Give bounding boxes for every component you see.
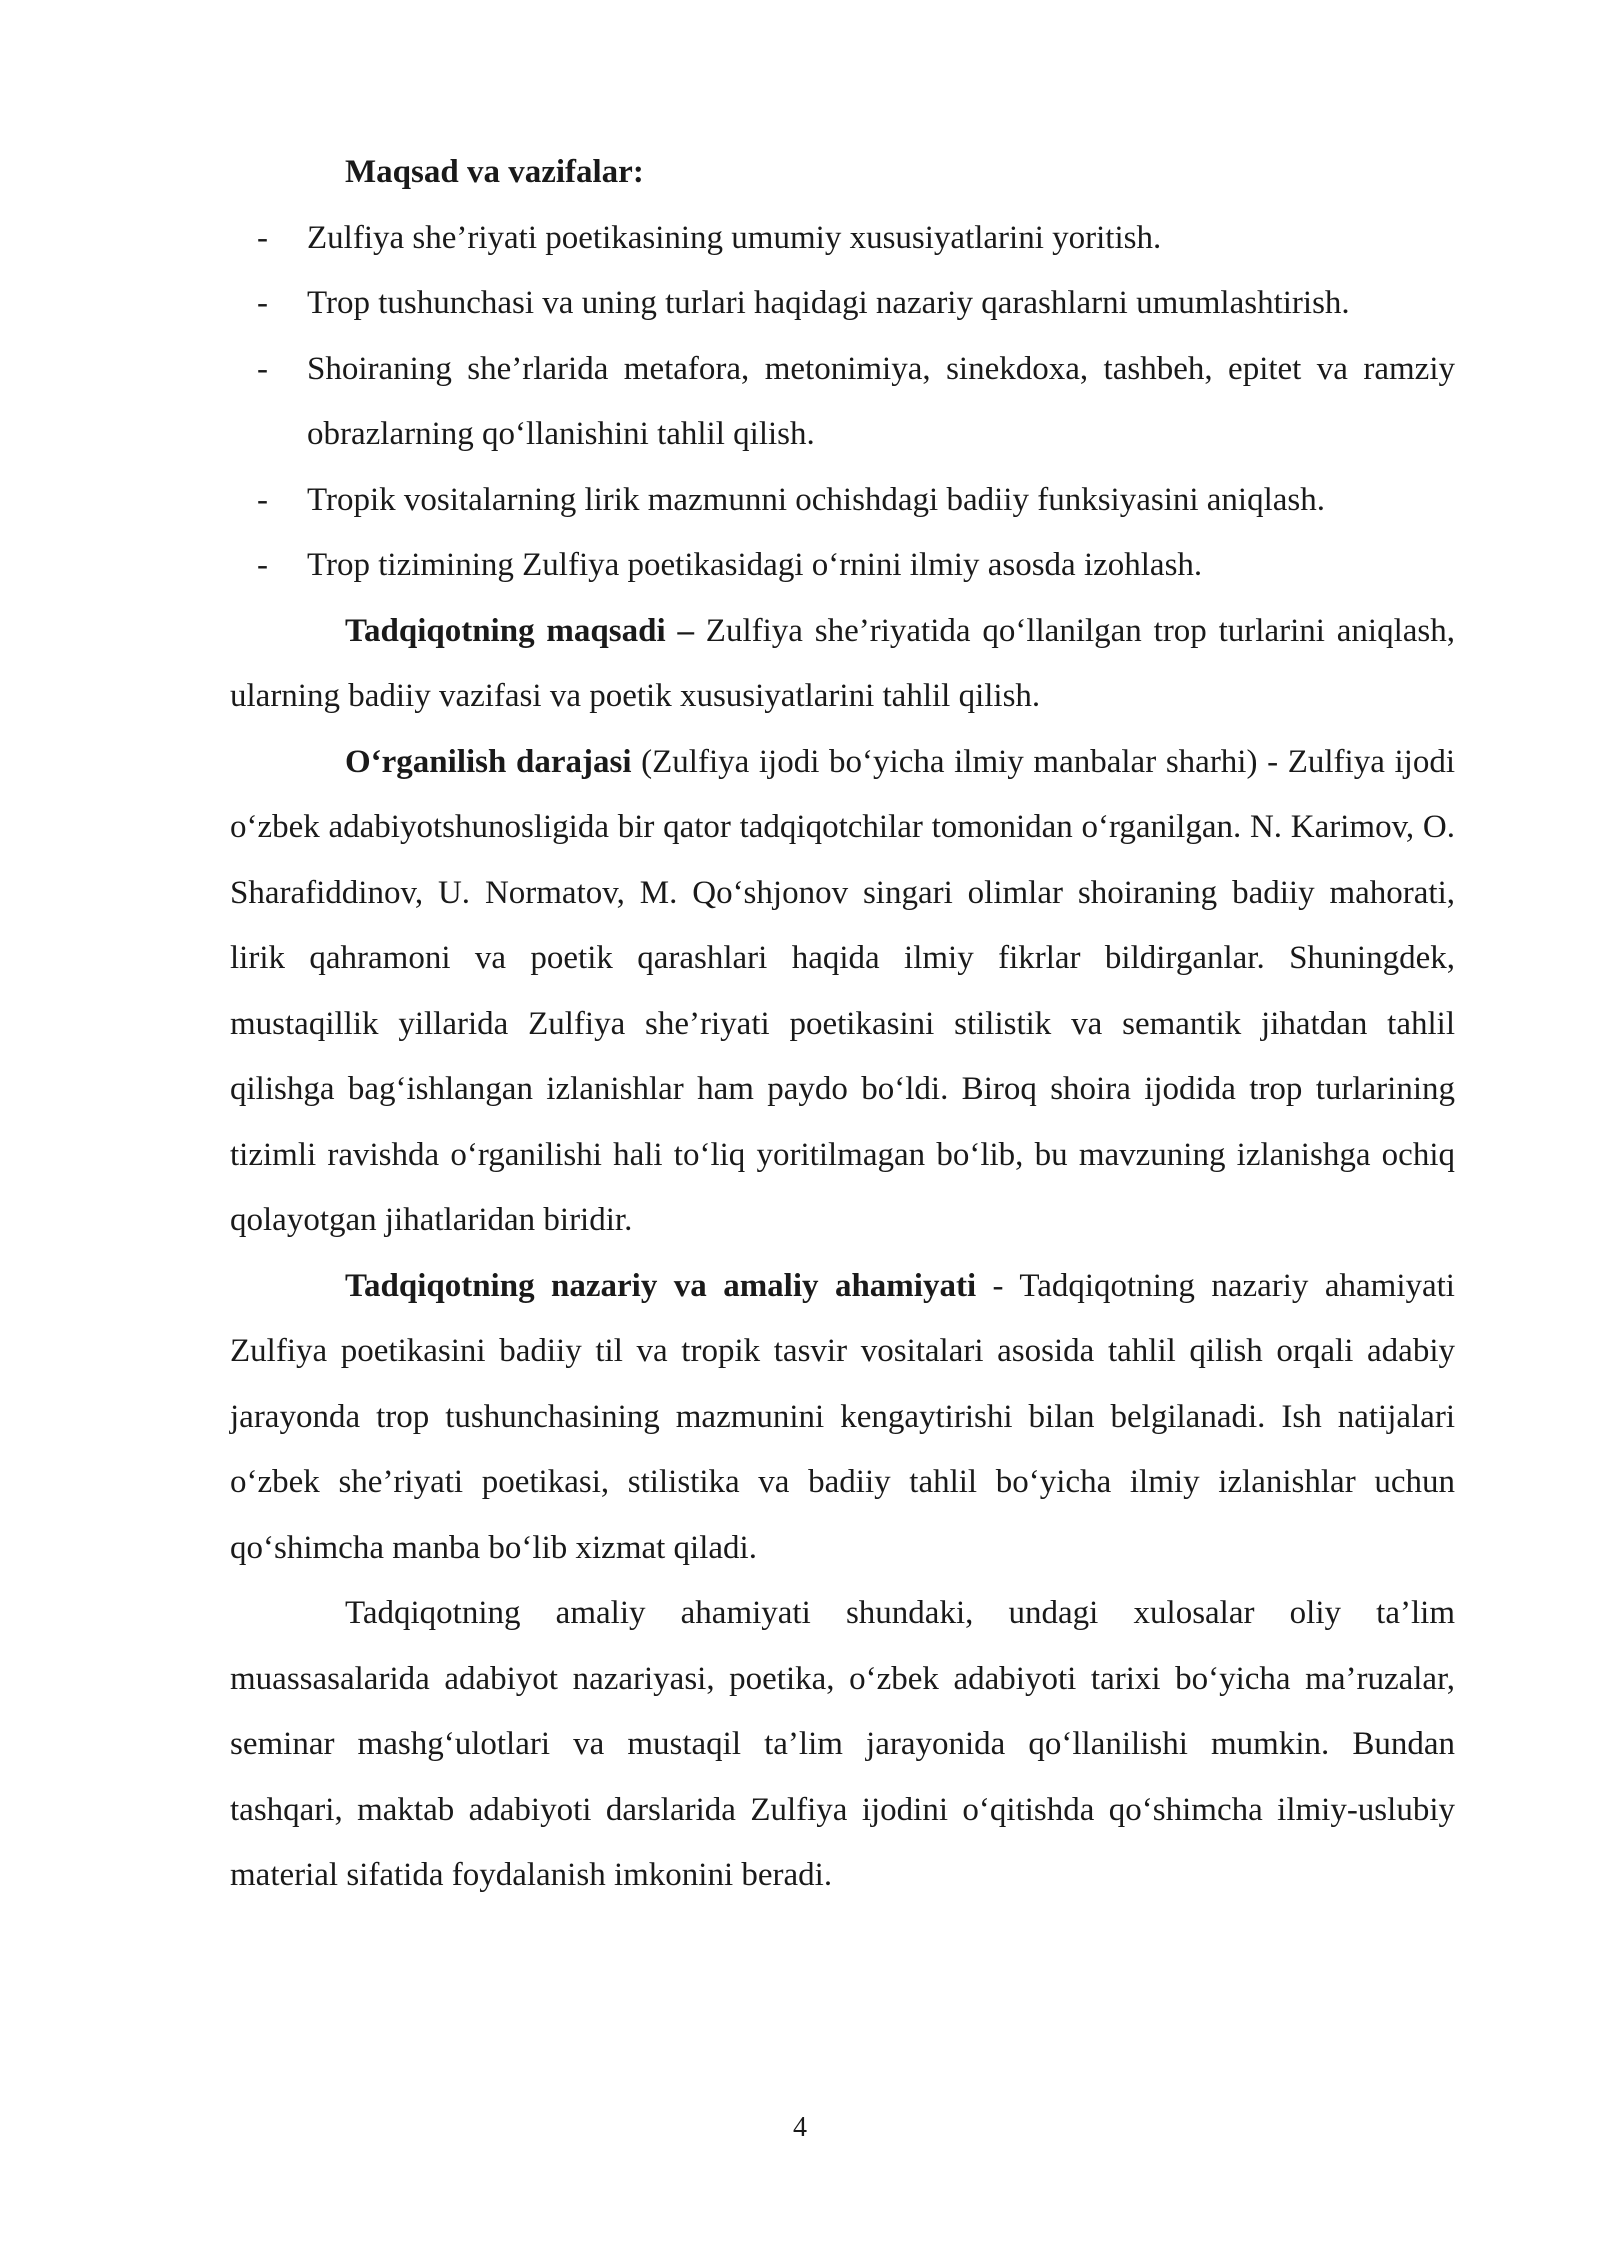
purpose-text: Zulfiya she’riyatida qo‘llanilgan trop turlarini aniqlash, ularning badiiy vazifasi va poetik xususiyatlarini tahlil qilish. <box>230 612 1455 714</box>
page-number: 4 <box>793 2112 807 2143</box>
list-item <box>230 206 1455 272</box>
list-item <box>230 271 1455 337</box>
list-item <box>230 533 1455 599</box>
study-level-paragraph <box>230 730 1455 1254</box>
study-level-text: (Zulfiya ijodi bo‘yicha ilmiy manbalar sharhi) - Zulfiya ijodi o‘zbek adabiyotshunosligida bir qator tadqiqotchilar tomonidan o‘rganilgan. N. Karimov, O. Sharafiddinov, U. Normatov, M. Qo‘shjonov singari olimlar shoiraning badiiy mahorati, lirik qahramoni va poetik qarashlari haqida ilmiy fikrlar bildirganlar. Shuningdek, mustaqillik yillarida Zulfiya she’riyati poetikasini stilistik va semantik jihatdan tahlil qilishga bag‘ishlangan izlanishlar ham paydo bo‘ldi. Biroq shoira ijodida trop turlarining tizimli ravishda o‘rganilishi hali to‘liq yoritilmagan bo‘lib, bu mavzuning izlanishga ochiq qolayotgan jihatlaridan biridir. <box>230 743 1456 1238</box>
section-heading: Maqsad va vazifalar: <box>345 154 644 190</box>
list-marker: - <box>257 547 268 583</box>
document-page <box>230 140 1455 1909</box>
tasks-list <box>230 206 1455 599</box>
significance-paragraph <box>230 1254 1455 1582</box>
study-level-label: O‘rganilish darajasi <box>345 743 632 780</box>
list-item-text: Shoiraning she’rlarida metafora, metonimiya, sinekdoxa, tashbeh, epitet va ramziy obrazlarning qo‘llanishini tahlil qilish. <box>307 350 1455 452</box>
list-item-text: Zulfiya she’riyati poetikasining umumiy xususiyatlarini yoritish. <box>307 219 1162 256</box>
list-item-text: Trop tizimining Zulfiya poetikasidagi o‘rnini ilmiy asosda izohlash. <box>307 547 1203 583</box>
list-item-text: Trop tushunchasi va uning turlari haqidagi nazariy qarashlarni umumlashtirish. <box>307 285 1350 321</box>
significance-text: - Tadqiqotning nazariy ahamiyati Zulfiya poetikasini badiiy til va tropik tasvir vositalari asosida tahlil qilish orqali adabiy jarayonda trop tushunchasining mazmunini kengaytirishi bilan belgilanadi. Ish natijalari o‘zbek she’riyati poetikasi, stilistika va badiiy tahlil bo‘yicha ilmiy izlanishlar uchun qo‘shimcha manba bo‘lib xizmat qiladi. <box>230 1267 1455 1566</box>
practical-paragraph: Tadqiqotning amaliy ahamiyati shundaki, undagi xulosalar oliy ta’lim muassasalarida adabiyot nazariyasi, poetika, o‘zbek adabiyoti tarixi bo‘yicha ma’ruzalar, seminar mashg‘ulotlari va mustaqil ta’lim jarayonida qo‘llanilishi mumkin. Bundan tashqari, maktab adabiyoti darslarida Zulfiya ijodini o‘qitishda qo‘shimcha ilmiy-uslubiy material sifatida foydalanish imkonini beradi. <box>230 1595 1455 1893</box>
list-marker: - <box>257 285 268 321</box>
list-item <box>230 337 1455 468</box>
list-marker: - <box>257 481 268 518</box>
significance-label: Tadqiqotning nazariy va amaliy ahamiyati <box>345 1267 977 1304</box>
list-marker: - <box>257 350 268 387</box>
purpose-paragraph <box>230 599 1455 730</box>
list-item <box>230 468 1455 534</box>
list-item-text: Tropik vositalarning lirik mazmunni ochishdagi badiiy funksiyasini aniqlash. <box>307 481 1326 518</box>
purpose-label: Tadqiqotning maqsadi – <box>345 612 694 649</box>
list-marker: - <box>257 219 268 256</box>
